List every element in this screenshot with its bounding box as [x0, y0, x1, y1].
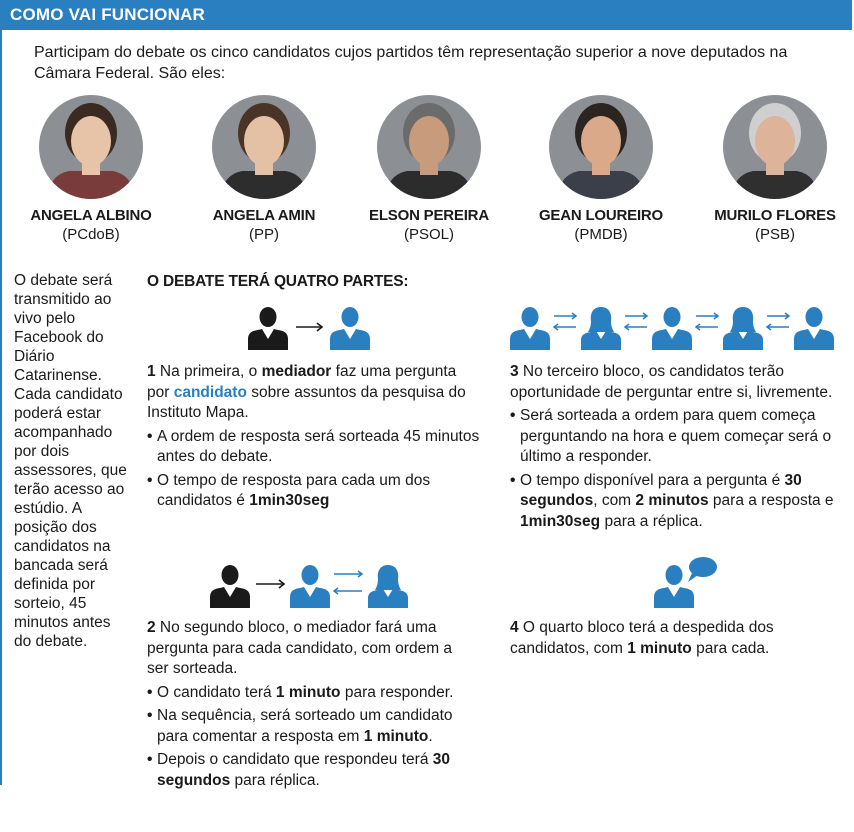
block-2 — [147, 618, 477, 794]
bullet-item — [510, 471, 840, 533]
candidate-name: MURILO FLORES — [714, 207, 836, 224]
block-text: para cada. — [691, 639, 770, 657]
candidate-party: (PSB) — [754, 226, 795, 243]
candidate-photo — [39, 95, 143, 199]
candidate-icon — [723, 307, 763, 350]
side-note: O debate será transmitido ao vivo pelo Facebook do Diário Catarinense. Cada candidato poderá estar acompanhado por dois assessores, que terão acesso ao estúdio. A posição dos candidatos na bancada será definida por sorteio, 45 minutos antes do debate. — [14, 272, 127, 650]
block-number: 2 — [147, 619, 156, 636]
candidate-icon — [330, 307, 370, 350]
candidate-party: (PCdoB) — [62, 226, 120, 243]
arrow-right-icon — [296, 323, 322, 331]
bullet-text: Depois o candidato que respondeu terá — [157, 751, 433, 768]
bullet-item — [147, 706, 477, 747]
block-1 — [147, 362, 482, 515]
candidate-card — [16, 95, 166, 243]
bullet-text: Na sequência, será sorteado um candidato para comentar a resposta em — [157, 707, 453, 745]
bullet-text: A ordem de resposta será sorteada 45 minutos antes do debate. — [157, 427, 480, 465]
bullet-text: O candidato terá — [157, 683, 276, 701]
block-4 — [510, 618, 840, 662]
block-3 — [510, 362, 840, 535]
block-text: No terceiro bloco, os candidatos terão oportunidade de perguntar entre si, livremente. — [510, 363, 833, 401]
bullet-text: para réplica. — [230, 771, 320, 789]
highlight-text: candidato — [173, 383, 247, 401]
candidate-card — [526, 95, 676, 243]
intro-text: Participam do debate os cinco candidatos cujos partidos têm representação superior a nove deputados na Câmara Federal. São eles: — [34, 44, 788, 82]
candidate-icon — [368, 565, 408, 608]
candidate-photo — [549, 95, 653, 199]
block1-diagram — [246, 305, 376, 351]
section-header — [0, 0, 852, 30]
block2-diagram — [208, 562, 412, 610]
block-text: Na primeira, o — [155, 363, 262, 380]
highlight-text: 1 minuto — [363, 727, 429, 745]
bullet-item — [147, 683, 477, 704]
highlight-text: 1 minuto — [627, 639, 692, 657]
bullet-text: para a resposta e — [708, 492, 834, 509]
bullet-item — [510, 406, 840, 468]
block4-diagram — [652, 556, 722, 610]
candidate-photo — [723, 95, 827, 199]
candidate-photo — [212, 95, 316, 199]
bullet-text: O tempo disponível para a pergunta é — [520, 471, 785, 489]
candidate-card — [189, 95, 339, 243]
block3-diagram — [508, 304, 838, 352]
parts-title: O DEBATE TERÁ QUATRO PARTES: — [147, 273, 409, 290]
bullet-text: para a réplica. — [600, 512, 703, 530]
candidate-icon — [290, 565, 330, 608]
block-text: No segundo bloco, o mediador fará uma pergunta para cada candidato, com ordem a ser sorteada. — [147, 619, 453, 677]
bullet-text: , com — [593, 492, 636, 509]
candidate-icon — [654, 565, 694, 608]
candidate-party: (PSOL) — [403, 226, 454, 243]
block-number: 4 — [510, 619, 519, 636]
candidate-photo — [377, 95, 481, 199]
block-text: O quarto bloco terá a despedida dos candidatos, com — [510, 619, 774, 657]
highlight-text: mediador — [261, 363, 332, 380]
highlight-text: 30 segundos — [157, 751, 451, 789]
candidate-name: ELSON PEREIRA — [369, 207, 489, 224]
block-text: sobre assuntos da pesquisa do Instituto Mapa. — [147, 383, 466, 421]
block-text: faz uma pergunta por — [147, 363, 457, 401]
candidate-party: (PP) — [249, 226, 279, 243]
highlight-text: 1min30seg — [249, 492, 330, 509]
speech-bubble-icon — [688, 557, 717, 582]
candidate-name: ANGELA ALBINO — [30, 207, 152, 224]
section-title: COMO VAI FUNCIONAR — [10, 5, 205, 24]
candidate-party: (PMDB) — [574, 226, 628, 243]
mediator-icon — [248, 307, 288, 350]
candidate-icon — [581, 307, 621, 350]
candidate-icon — [510, 307, 550, 350]
bullet-text: para responder. — [340, 683, 454, 701]
mediator-icon — [210, 565, 250, 608]
block-number: 1 — [147, 363, 156, 380]
highlight-text: 30 segundos — [520, 471, 802, 509]
highlight-text: 2 minutos — [635, 492, 709, 509]
bullet-text: . — [428, 727, 433, 745]
candidate-name: ANGELA AMIN — [212, 207, 316, 224]
bullet-text: Será sorteada a ordem para quem começa perguntando na hora e quem começar será o último a responder. — [520, 407, 832, 465]
candidate-card — [354, 95, 504, 243]
block-number: 3 — [510, 363, 519, 380]
candidate-icon — [652, 307, 692, 350]
bullet-item — [147, 471, 482, 512]
exchange-arrows-icon — [334, 571, 362, 594]
highlight-text: 1min30seg — [520, 512, 601, 530]
arrow-right-icon — [256, 580, 284, 588]
highlight-text: 1 minuto — [275, 683, 341, 701]
bullet-item — [147, 750, 477, 791]
bullet-item — [147, 427, 482, 468]
bullet-text: O tempo de resposta para cada um dos candidatos é — [157, 471, 431, 509]
candidate-card — [700, 95, 850, 243]
candidate-icon — [794, 307, 834, 350]
candidate-name: GEAN LOUREIRO — [538, 207, 664, 224]
